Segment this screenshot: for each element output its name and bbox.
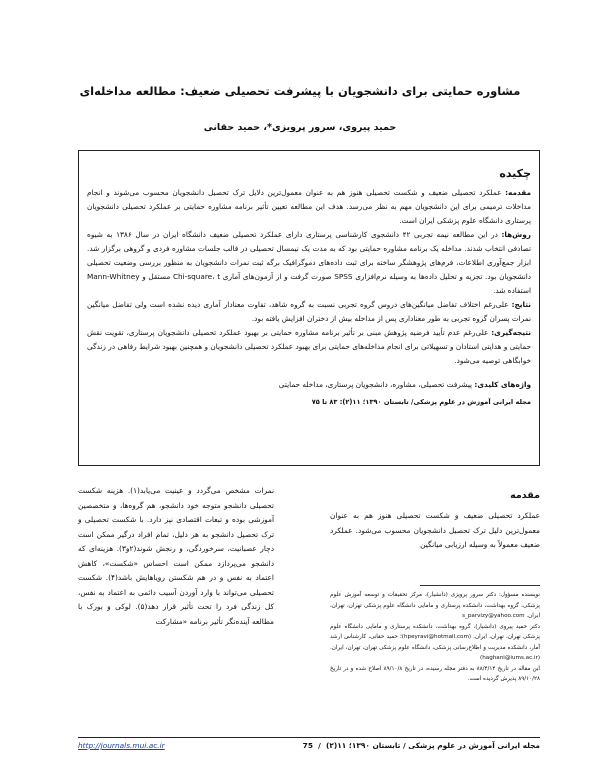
article-title: مشاوره حمایتی برای دانشجویان با پیشرفت تحصیلی ضعیف: مطالعه مداخله‌ای — [79, 84, 521, 98]
abstract-box — [78, 150, 540, 466]
intro-right-column — [330, 484, 540, 553]
footer-page-number: 75 — [302, 741, 313, 750]
footnote-corresponding-author: نویسنده مسؤول: دکتر سرور پرویزی (دانشیار)، مرکز تحقیقات و توسعه آموزش علوم پزشکی، گروه بهداشت، دانشکده پرستاری و مامایی دانشگاه علوم پزشکی تهران، تهران، ایران. s_parvizy@yahoo.com — [330, 592, 540, 619]
article-authors: حمید پیروی، سرور پرویزی*، حمید حقانی — [203, 122, 397, 133]
abstract-keywords — [87, 378, 531, 392]
abstract-heading: چکیده — [499, 167, 531, 180]
abstract-citation: مجله ایرانی آموزش در علوم پزشکی/ تابستان ۱۳۹۰؛ ۱۱(۲): ۸۳ تا ۷۵ — [311, 398, 531, 406]
intro-left-text: نمرات مشخص می‌گردد و عینیت می‌یابد(۱). هزینه شکست تحصیلی دانشجو متوجه خود دانشجو، هم گروه‌ها، و متخصصین آموزشی بوده و تبعات اقتصادی نیز دارد. با شکست تحصیلی و ترک تحصیل دانشجو به هر دلیل، تمام افراد درگیر ممکن است دچار عصبانیت، سرخوردگی، و رنجش شوند(۲و۳). هزینه‌ای که دانشجو می‌پردازد ممکن است احساس «شکست»، کاهش اعتماد به نفس و در هم شکستن رویاهایش باشد(۴). شکست تحصیلی می‌تواند با وارد آوردن آسیب دائمی به اعتماد به نفس، کل زندگی فرد را تحت تأثیر قرار دهد(۵). لوکی و بورک با مطالعه آینده‌نگر تأثیر برنامه «مشارکت — [78, 486, 275, 626]
intro-heading: مقدمه — [510, 490, 540, 501]
journal-link[interactable]: http://journals.mui.ac.ir — [78, 741, 165, 750]
keywords-label: واژه‌های کلیدی: — [474, 380, 531, 389]
footnotes — [330, 590, 540, 685]
abstract-results-text: علی‌رغم اختلاف تفاضل میانگین‌های دروس گروه تجربی نسبت به گروه شاهد، تفاوت معنادار آماری دیده نشده است ولی تفاضل میانگین نمرات پسران گروه تجربی به طور معناداری پس از مداخله بیش از دختران افزایش یافته بود. — [87, 300, 531, 323]
abstract-conclusion-label: نتیجه‌گیری: — [491, 328, 531, 337]
footer-divider — [78, 737, 540, 738]
intro-left-column — [78, 484, 274, 629]
abstract-conclusion — [87, 326, 531, 368]
intro-right-text: عملکرد تحصیلی ضعیف و شکست تحصیلی هنوز هم به عنوان معمول‌ترین دلیل ترک تحصیل دانشجویان محسوب می‌شود. عملکرد ضعیف معمولاً به وسیله ارزیابی میانگین — [330, 511, 540, 549]
footnote-divider — [420, 585, 540, 586]
abstract-intro-text: عملکرد تحصیلی ضعیف و شکست تحصیلی هنوز هم به عنوان معمول‌ترین دلایل ترک تحصیل دانشجویان محسوب می‌شوند و انجام مداخلات ترمیمی برای این دانشجویان مهم به نظر می‌رسد. هدف این مطالعه تعیین تأثیر برنامه مشاوره حمایتی بر عملکرد تحصیلی دانشجویان پرستاری دانشگاه علوم پزشکی ایران است. — [87, 188, 531, 225]
footer-separator: / — [315, 741, 324, 750]
footnote-dates: این مقاله در تاریخ ۸۸/۴/۱۴ به دفتر مجله رسیده، در تاریخ ۸۹/۱۰/۸ اصلاح شده و در تاریخ ۸۹/۱۰/۲۸ پذیرش گردیده است. — [330, 665, 540, 682]
abstract-conclusion-text: علی‌رغم عدم تأیید فرضیه پژوهش مبنی بر تأثیر برنامه مشاوره حمایتی بر بهبود عملکرد تحصیلی دانشجویان پرستاری، تقویت نقش حمایتی و هدایتی استادان و تسهیلاتی برای انجام مداخله‌های حمایتی برای بهبود عملکرد تحصیلی دانشجویان و همچنین بهبود شرایط رفاهی در زندگی خوابگاهی توصیه می‌شود. — [87, 328, 531, 365]
abstract-methods-text: در این مطالعه نیمه تجربی ۴۲ دانشجوی کارشناسی پرستاری دارای عملکرد تحصیلی ضعیف دانشگاه ایران در سال ۱۳۸۶ به شیوه تصادفی انتخاب شدند. مداخله یک برنامه مشاوره حمایتی بود که به مدت یک نیمسال تحصیلی در قالب جلسات مشاوره فردی و گروهی برگزار شد. ابزار جمع‌آوری اطلاعات، فرم‌های پژوهشگر ساخته برای ثبت داده‌های دموگرافیک برگه ثبت نمرات دانشجویان به منظور بررسی وضعیت تحصیلی دانشجویان بود. تجزیه و تحلیل داده‌ها به وسیله نرم‌افزاری SPSS صورت گرفت و از آزمون‌های آماری Chi-square، t مستقل و Mann-Whitney استفاده شد. — [87, 230, 531, 295]
footer-journal-issue: مجله ایرانی آموزش در علوم پزشکی / تابستان ۱۳۹۰؛ ۱۱(۲) — [325, 741, 540, 750]
page-footer — [78, 741, 540, 755]
keywords-text: پیشرفت تحصیلی، مشاوره، دانشجویان پرستاری، مداخله حمایتی — [278, 380, 475, 389]
abstract-methods — [87, 228, 531, 298]
abstract-intro-label: مقدمه: — [505, 188, 531, 197]
footnote-coauthors: دکتر حمید پیروی (دانشیار)، گروه بهداشت، دانشکده پرستاری و مامایی دانشگاه علوم پزشکی تهران، تهران، ایران. (hpeyravi@hotmail.com)؛ حمید حقانی، کارشناس ارشد آمار، دانشکده مدیریت و اطلاع‌رسانی پزشکی، دانشگاه علوم پزشکی تهران، تهران، ایران. (haghani@iums.ac.ir) — [330, 623, 540, 661]
abstract-results — [87, 298, 531, 326]
footer-left — [78, 741, 165, 750]
abstract-intro — [87, 186, 531, 228]
abstract-methods-label: روش‌ها: — [501, 230, 531, 239]
footer-journal-info — [303, 741, 540, 750]
abstract-results-label: نتایج: — [511, 300, 531, 309]
